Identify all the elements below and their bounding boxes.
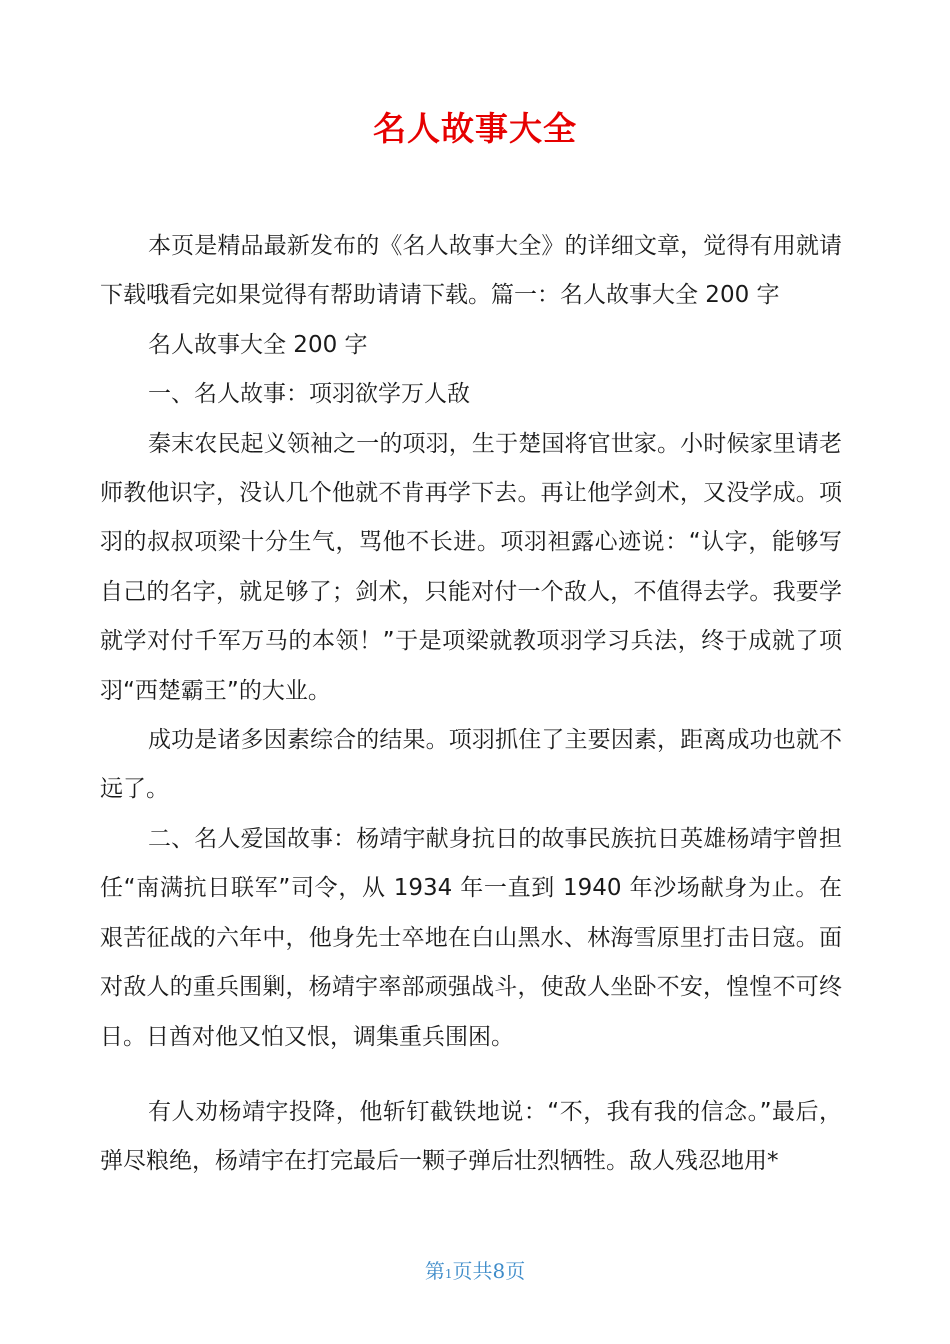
- footer-prefix: 第: [424, 1259, 445, 1283]
- paragraph-yangjingyu-story: 二、名人爱国故事：杨靖宇献身抗日的故事民族抗日英雄杨靖宇曾担任“南满抗日联军”司令，从 1934 年一直到 1940 年沙场献身为止。在艰苦征战的六年中，他身先士卒地在白山黑水、林海雪原里打击日寇。面对敌人的重兵围剿，杨靖宇率部顽强战斗，使敌人坐卧不安，惶惶不可终日。日酋对他又怕又恨，调集重兵围困。: [100, 825, 842, 1050]
- footer-suffix: 页: [505, 1259, 526, 1283]
- paragraph-gap: [100, 1062, 842, 1088]
- paragraph-heading-1: 一、名人故事：项羽欲学万人敌: [148, 381, 470, 408]
- footer-middle: 页共: [452, 1259, 493, 1283]
- paragraph-yangjingyu-ending: 有人劝杨靖宇投降，他斩钉截铁地说：“不，我有我的信念。”最后，弹尽粮绝，杨靖宇在打完最后一颗子弹后壮烈牺牲。敌人残忍地用*: [100, 1098, 842, 1175]
- paragraph-subtitle: 名人故事大全 200 字: [148, 331, 368, 358]
- footer-total-pages: 8: [492, 1259, 506, 1283]
- paragraph-xiangyu-moral: 成功是诸多因素综合的结果。项羽抓住了主要因素，距离成功也就不远了。: [100, 727, 842, 803]
- document-title: 名人故事大全: [373, 109, 577, 148]
- page-footer: [0, 1256, 950, 1289]
- paragraph-xiangyu-story: 秦末农民起义领袖之一的项羽，生于楚国将官世家。小时候家里请老师教他识字，没认几个他就不肯再学下去。再让他学剑术，又没学成。项羽的叔叔项梁十分生气，骂他不长进。项羽袒露心迹说：“认字，能够写自己的名字，就足够了；剑术，只能对付一个敌人，不值得去学。我要学就学对付千军万马的本领！”于是项梁就教项羽学习兵法，终于成就了项羽“西楚霸王”的大业。: [100, 430, 842, 704]
- paragraph-intro: 本页是精品最新发布的《名人故事大全》的详细文章，觉得有用就请下载哦看完如果觉得有帮助请请下载。篇一：名人故事大全 200 字: [100, 233, 842, 309]
- footer-page-number: 1: [444, 1267, 453, 1281]
- document-body: [100, 222, 842, 1187]
